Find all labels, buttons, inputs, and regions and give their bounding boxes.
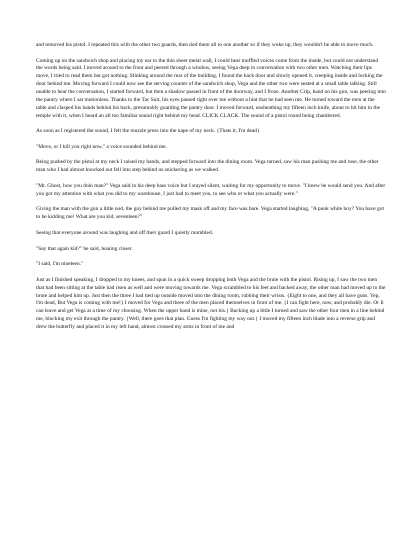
paragraph-3: As soon as I registered the sound, I felt the muzzle press into the nape of my neck. {Thats it, I'm dead} (36, 128, 260, 135)
paragraph-7: Giving the man with the gun a little nod, the guy behind me pulled my mask off and my face was bare. Vega started laughing, "A punk white boy? You have got to be kidding me! What are you kid, seventeen?" (36, 206, 384, 221)
paragraph-4: "Move, or I kill you right now," a voice sounded behind me. (36, 143, 167, 150)
paragraph-6: "Mr. Ghost, how you doin man?" Vega said in his deep bass voice but I stayed silent, waiting for my opportunity to move. "I knew he would send you. And after you got my attention with what you did to my warehouse, I just had to meet you, to see who or what you actually were." (36, 182, 386, 197)
paragraph-5: Being pushed by the pistol at my neck I raised my hands, and stepped forward into the dining room. Vega turned, saw his man pushing me and rose, the other man who I had almost knocked out fell into step behind us snickering as we walked. (36, 159, 379, 174)
paragraph-9: "Say that again kid?" he said, leaning closer. (36, 245, 133, 252)
paragraph-1: and removed his pistol. I repeated this with the other two guards, then tied them all to one another so if they woke up, they wouldn't be able to move much. (36, 42, 374, 48)
paragraph-8: Seeing that everyone around was laughing and off their guard I quietly mumbled. (36, 229, 214, 236)
paragraph-2: Coming up on the sandwich shop and placing my ear to the thin sheet metal wall, I could hear muffled voices come from the inside, but could not understand the words being said. I moved around to the front and peered through a window, seeing Vega deep in conversation with two other men. Watching their lips move, I tried to read them but got nothing. Slinking around the rear of the building, I found the back door and slowly opened it, creeping inside and locking the door behind me. Moving forward I could now see the serving counter of the sandwich shop, Vega and the other two were seated at a small table talking. Still unable to hear the conversation, I started forward, but then a shadow passed in front of the doorway, and I froze. Another Crip, hand on his gun, was peering into the pantry where I sat motionless. Thanks to the Tac Suit, his eyes passed right over me without a hint that he had seen me. He turned toward the men at the table and clasped his hands behind his back, presumably guarding the pantry door. I moved forward, unsheathing my fifteen inch knife, about to hit him in the temple with it, when I heard an all too familiar sound right behind my head. CLICK CLACK. The sound of a pistol round being chambered. (36, 57, 386, 119)
paragraph-11: Just as I finished speaking, I dropped to my knees, and spun in a quick sweep dropping both Vega and the brute with the pistol. Rising up, I saw the two men that had been sitting at the table had risen as well and were moving towards me. Vega scrambled to his feet and backed away, the other man had moved up to the brute and helped him up. Just then the three I had tied up outside moved into the dining room, rubbing their wrists. {Eight to one, and they all have guns. Yep, I'm dead, But Vega is coming with me!} I moved for Vega and three of the men placed themselves in front of me. {I can fight here, now, and probably die. Or Ii can leave and get Vega at a time of my choosing. When the upper hand is mine, not his.} Backing up a little I turned and saw the other four men in a line behind me, blocking my exit through the pantry. {Well, there goes that plan. Guess I'm fighting my way out.} I moved my fifteen inch blade into a reverse grip and drew the butterfly and placed it in my left hand, almost crossed my arms in front of me and (36, 276, 386, 330)
paragraph-10: "I said, I'm nineteen." (36, 261, 84, 268)
document-page (36, 42, 386, 538)
